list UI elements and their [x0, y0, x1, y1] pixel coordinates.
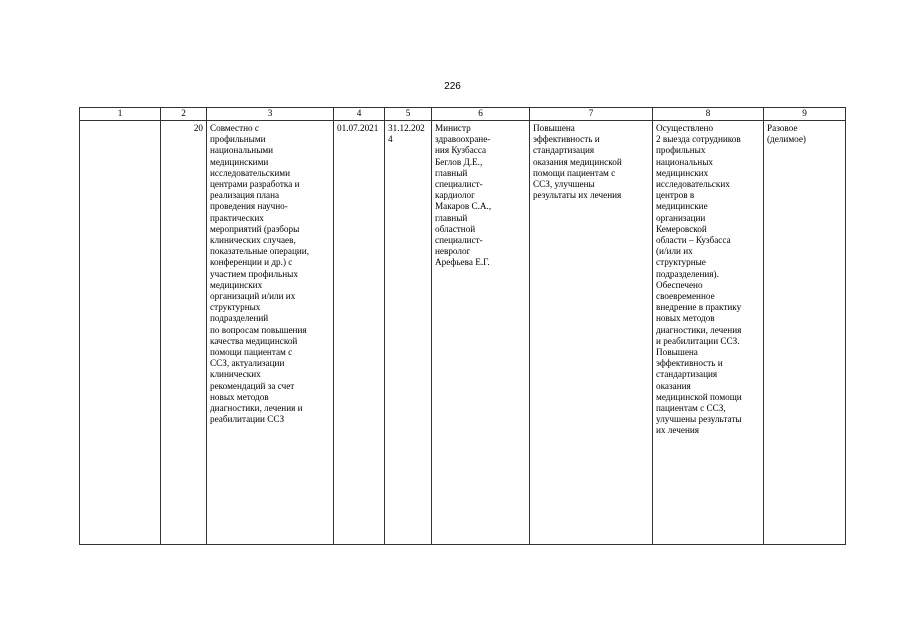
table-row — [80, 121, 846, 545]
header-cell-6: 6 — [432, 108, 530, 121]
cell-end-date: 31.12.2024 — [385, 121, 432, 545]
cell-start-date: 01.07.2021 — [334, 121, 385, 545]
header-cell-9: 9 — [764, 108, 846, 121]
cell-expected-result: Повышена эффективность и стандартизация оказания медицинской помощи пациентам с ССЗ, улучшены результаты их лечения — [530, 121, 653, 545]
header-cell-1: 1 — [80, 108, 161, 121]
cell-activity: Совместно с профильными национальными медицинскими исследовательскими центрами разработка и реализация плана проведения научно- практических мероприятий (разборы клинических случаев, показательные операции, конференции и др.) с участием профильных медицинских организаций и/или их структурных подразделений по вопросам повышения качества медицинской помощи пациентам с ССЗ, актуализации клинических рекомендаций за счет новых методов диагностики, лечения и реабилитации ССЗ — [207, 121, 334, 545]
document-table — [79, 107, 846, 545]
cell-number: 20 — [161, 121, 207, 545]
cell-col1 — [80, 121, 161, 545]
header-cell-5: 5 — [385, 108, 432, 121]
cell-responsible: Министр здравоохране- ния Кузбасса Беглов Д.Е., главный специалист- кардиолог Макаров С.А., главный областной специалист- невролог Арефьева Е.Г. — [432, 121, 530, 545]
page-number: 226 — [444, 81, 461, 92]
header-cell-3: 3 — [207, 108, 334, 121]
header-cell-7: 7 — [530, 108, 653, 121]
cell-type: Разовое (делимое) — [764, 121, 846, 545]
header-cell-2: 2 — [161, 108, 207, 121]
header-cell-4: 4 — [334, 108, 385, 121]
cell-actual-result: Осуществлено 2 выезда сотрудников профильных национальных медицинских исследовательских центров в медицинские организации Кемеровской области – Кузбасса (и/или их структурные подразделения). Обеспечено своевременное внедрение в практику новых методов диагностики, лечения и реабилитации ССЗ. Повышена эффективность и стандартизация оказания медицинской помощи пациентам с ССЗ, улучшены результаты их лечения — [653, 121, 764, 545]
header-cell-8: 8 — [653, 108, 764, 121]
header-row — [80, 108, 846, 121]
